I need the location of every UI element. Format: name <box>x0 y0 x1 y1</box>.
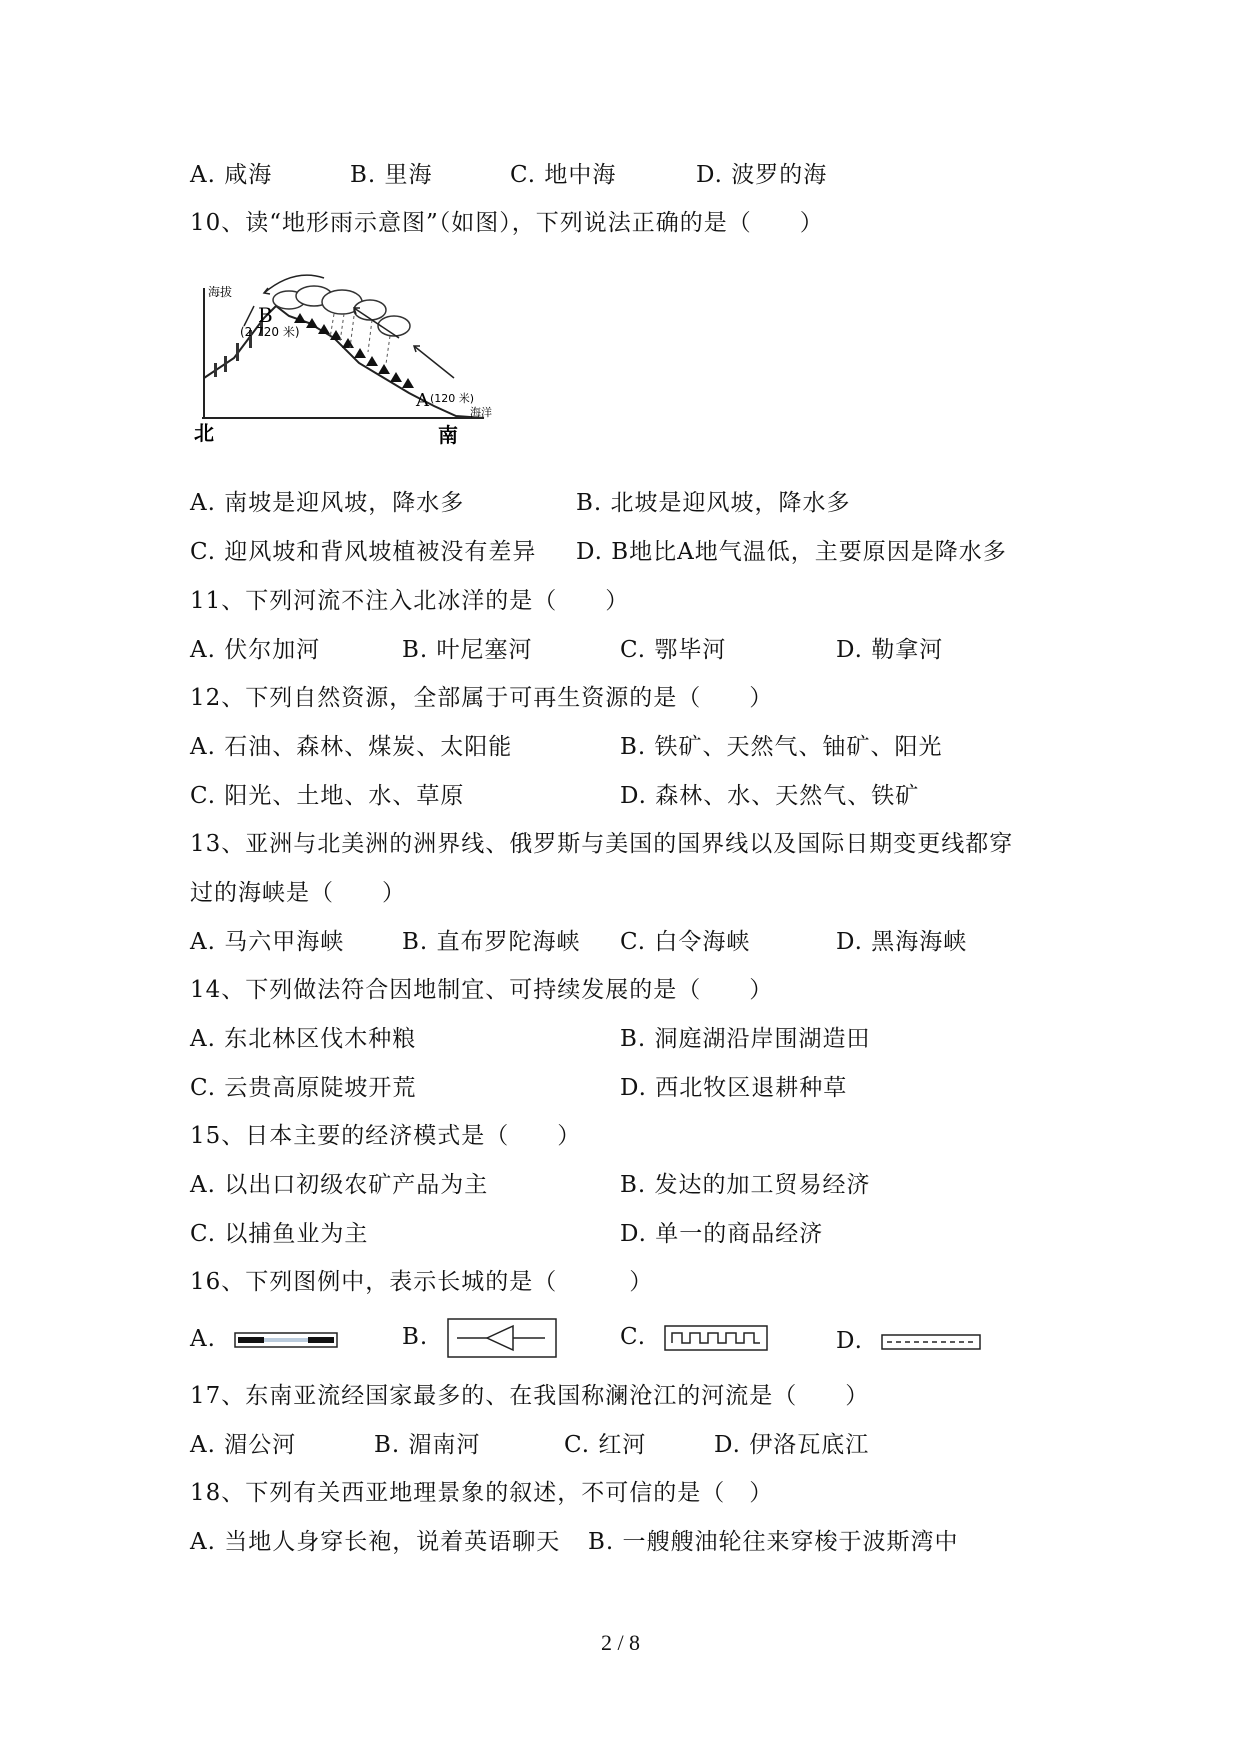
figure-point-a: A <box>416 390 429 411</box>
q11-options <box>190 635 1050 665</box>
legend-dashed-line-icon <box>881 1334 981 1350</box>
q11-option-d: D. 勒拿河 <box>836 637 944 663</box>
q15-option-a: A. 以出口初级农矿产品为主 <box>190 1172 489 1198</box>
q14-option-d: D. 西北牧区退耕种草 <box>620 1075 848 1101</box>
q16-option-d-label: D. <box>836 1328 863 1354</box>
q10-option-d: D. B地比A地气温低，主要原因是降水多 <box>576 539 1007 565</box>
q17-options <box>190 1430 1050 1460</box>
legend-arrow-boundary-icon <box>447 1318 557 1358</box>
q10-option-a: A. 南坡是迎风坡，降水多 <box>190 490 465 516</box>
figure-north-label: 北 <box>194 421 214 445</box>
q11-stem: 11、下列河流不注入北冰洋的是（ ） <box>190 588 630 614</box>
page-number: 2 / 8 <box>600 1630 641 1655</box>
q16-option-b-label: B. <box>402 1324 429 1350</box>
q13-options <box>190 927 1050 957</box>
q18-options <box>190 1527 1050 1557</box>
q15-option-b: B. 发达的加工贸易经济 <box>620 1172 871 1198</box>
q9-option-c: C. 地中海 <box>510 162 617 188</box>
legend-great-wall-icon <box>664 1325 768 1351</box>
q17-option-d: D. 伊洛瓦底江 <box>714 1432 870 1458</box>
figure-south-label: 南 <box>438 423 458 447</box>
figure-a-height: (120 米) <box>430 392 475 405</box>
q15-options-row1 <box>190 1170 1050 1200</box>
q17-stem: 17、东南亚流经国家最多的、在我国称澜沧江的河流是（ ） <box>190 1383 870 1409</box>
q14-option-c: C. 云贵高原陡坡开荒 <box>190 1075 417 1101</box>
q9-option-b: B. 里海 <box>350 162 433 188</box>
q16-stem: 16、下列图例中，表示长城的是（ ） <box>190 1269 654 1295</box>
q11-option-a: A. 伏尔加河 <box>190 637 321 663</box>
q12-options-row2 <box>190 781 1050 811</box>
q10-stem: 10、读“地形雨示意图”（如图），下列说法正确的是（ ） <box>190 210 824 236</box>
orographic-rain-figure <box>194 268 564 448</box>
q13-stem-line2: 过的海峡是（ ） <box>190 880 406 906</box>
q13-option-c: C. 白令海峡 <box>620 929 751 955</box>
q12-stem: 12、下列自然资源，全部属于可再生资源的是（ ） <box>190 685 774 711</box>
q18-option-a: A. 当地人身穿长袍，说着英语聊天 <box>190 1529 561 1555</box>
q12-option-b: B. 铁矿、天然气、铀矿、阳光 <box>620 734 943 760</box>
q12-option-c: C. 阳光、土地、水、草原 <box>190 783 465 809</box>
q15-options-row2 <box>190 1219 1050 1249</box>
q13-option-d: D. 黑海海峡 <box>836 929 968 955</box>
q10-option-c: C. 迎风坡和背风坡植被没有差异 <box>190 539 537 565</box>
q14-option-a: A. 东北林区伐木种粮 <box>190 1026 417 1052</box>
orographic-rain-diagram <box>194 268 564 448</box>
q16-option-b <box>402 1318 557 1358</box>
q18-option-b: B. 一艘艘油轮往来穿梭于波斯湾中 <box>588 1529 959 1555</box>
q14-options-row2 <box>190 1073 1050 1103</box>
q18-stem: 18、下列有关西亚地理景象的叙述，不可信的是（ ） <box>190 1480 774 1506</box>
q15-option-d: D. 单一的商品经济 <box>620 1221 824 1247</box>
q16-option-d <box>836 1326 981 1356</box>
q11-option-c: C. 鄂毕河 <box>620 637 727 663</box>
q13-option-a: A. 马六甲海峡 <box>190 929 345 955</box>
figure-ocean-label: 海洋 <box>470 406 492 419</box>
q17-option-b: B. 湄南河 <box>374 1432 481 1458</box>
q15-stem: 15、日本主要的经济模式是（ ） <box>190 1123 582 1149</box>
q16-option-c <box>620 1322 768 1352</box>
q16-option-a <box>190 1324 338 1354</box>
q10-options-row1 <box>190 488 1050 518</box>
q9-options <box>190 160 1050 190</box>
q15-option-c: C. 以捕鱼业为主 <box>190 1221 369 1247</box>
figure-point-b: B <box>258 303 273 327</box>
q16-option-a-label: A. <box>190 1326 216 1352</box>
q14-options-row1 <box>190 1024 1050 1054</box>
q12-option-d: D. 森林、水、天然气、铁矿 <box>620 783 920 809</box>
q17-option-c: C. 红河 <box>564 1432 647 1458</box>
figure-altitude-label: 海拔 <box>208 285 233 299</box>
q16-option-c-label: C. <box>620 1324 647 1350</box>
q14-option-b: B. 洞庭湖沿岸围湖造田 <box>620 1026 871 1052</box>
q13-option-b: B. 直布罗陀海峡 <box>402 929 581 955</box>
q9-option-a: A. 咸海 <box>190 162 273 188</box>
q17-option-a: A. 湄公河 <box>190 1432 297 1458</box>
q11-option-b: B. 叶尼塞河 <box>402 637 533 663</box>
legend-railway-icon <box>234 1331 338 1349</box>
q10-options-row2 <box>190 537 1050 567</box>
q13-stem-line1: 13、亚洲与北美洲的洲界线、俄罗斯与美国的国界线以及国际日期变更线都穿 <box>190 831 1014 857</box>
q16-options <box>190 1318 1050 1358</box>
q14-stem: 14、下列做法符合因地制宜、可持续发展的是（ ） <box>190 977 774 1003</box>
figure-b-height: (2 720 米) <box>240 325 300 339</box>
q10-option-b: B. 北坡是迎风坡，降水多 <box>576 490 851 516</box>
q12-option-a: A. 石油、森林、煤炭、太阳能 <box>190 734 513 760</box>
q9-option-d: D. 波罗的海 <box>696 162 828 188</box>
q12-options-row1 <box>190 732 1050 762</box>
